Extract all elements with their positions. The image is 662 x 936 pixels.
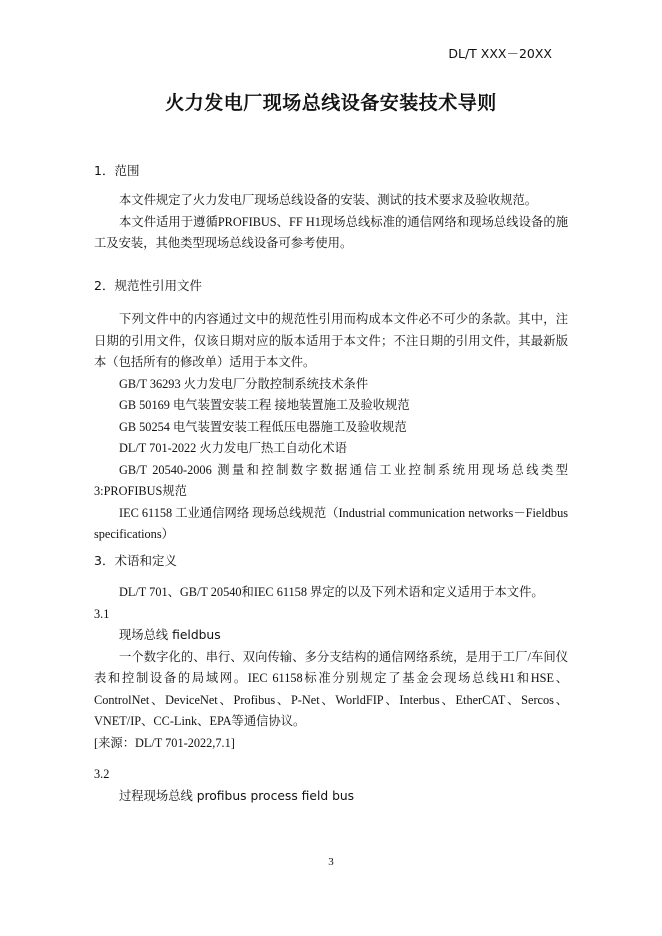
reference-item: GB/T 20540-2006 测量和控制数字数据通信工业控制系统用现场总线类型3:PROFIBUS规范 [94,462,568,498]
scope-paragraph-2: 本文件适用于遵循PROFIBUS、FF H1现场总线标准的通信网络和现场总线设备的施工及安装，其他类型现场总线设备可参考使用。 [94,214,568,250]
section-1-heading: 1．范围 [94,163,140,178]
section-1-body [94,190,568,255]
section-3-heading: 3．术语和定义 [94,553,177,568]
term-source: [来源：DL/T 701-2022,7.1] [94,735,235,750]
reference-item: GB 50254 电气装置安装工程低压电器施工及验收规范 [119,419,407,434]
section-2-heading: 2．规范性引用文件 [94,278,202,293]
term-name: 过程现场总线 profibus process field bus [119,788,355,803]
term-3-2 [94,764,568,807]
reference-item: IEC 61158 工业通信网络 现场总线规范（Industrial communication networks－Fieldbus specifications） [94,505,568,541]
terms-intro: DL/T 701、GB/T 20540和IEC 61158 界定的以及下列术语和定义适用于本文件。 [119,585,544,599]
term-number: 3.1 [94,606,110,621]
reference-item: DL/T 701-2022 火力发电厂热工自动化术语 [119,441,347,455]
term-name [94,625,568,647]
term-number: 3.2 [94,767,110,781]
scope-paragraph-1: 本文件规定了火力发电厂现场总线设备的安装、测试的技术要求及验收规范。 [119,193,538,207]
normative-refs-intro: 下列文件中的内容通过文中的规范性引用而构成本文件必不可少的条款。其中，注日期的引用文件，仅该日期对应的版本适用于本文件；不注日期的引用文件，其最新版本（包括所有的修改单）适用于本文件。 [94,312,568,369]
section-2-body [94,309,568,546]
term-name-text: 现场总线 fieldbus [119,628,221,642]
reference-item: GB 50169 电气装置安装工程 接地装置施工及验收规范 [119,398,410,412]
document-title: 火力发电厂现场总线设备安装技术导则 [165,92,497,114]
term-definition: 一个数字化的、串行、双向传输、多分支结构的通信网络系统，是用于工厂/车间仪表和控制设备的局域网。IEC 61158标准分别规定了基金会现场总线H1和HSE、ControlNet、DeviceNet、Profibus、P-Net、WorldFIP、Interbus、EtherCAT、Sercos、VNET/IP、CC-Link、EPA等通信协议。 [94,649,568,728]
page-number: 3 [328,856,334,868]
reference-item: GB/T 36293 火力发电厂分散控制系统技术条件 [119,376,369,391]
document-code: DL/T XXX－20XX [448,46,552,61]
section-3-body [94,582,568,754]
